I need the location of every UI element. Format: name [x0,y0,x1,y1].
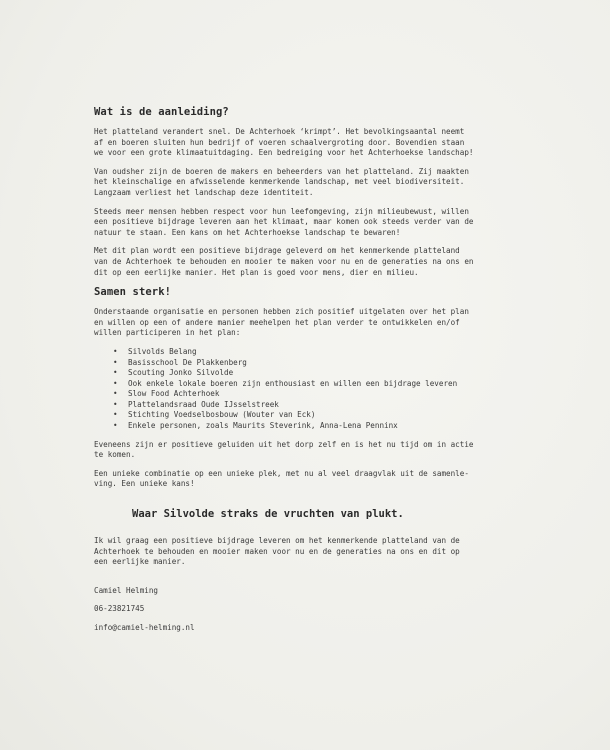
paragraph: Van oudsher zijn de boeren de makers en beheerders van het platteland. Zij maakten het kleinschalige en afwisselende kenmerkende landschap, met veel biodiversiteit. Langzaam verliest het landschap deze identiteit. [94,166,469,197]
list-item: • Silvolds Belang [113,346,197,356]
list-item: • Scouting Jonko Silvolde [113,368,234,378]
closing-paragraph: Ik wil graag een positieve bijdrage leveren om het kenmerkende platteland van de Achterhoek te behouden en mooier maken voor nu en de generaties na ons en dit op een eerlijke manier. [94,536,460,567]
bullet-icon: • [113,378,118,388]
contact-name: Camiel Helming [94,585,159,595]
bullet-icon: • [113,410,118,420]
paragraph: Eveneens zijn er positieve geluiden uit het dorp zelf en is het nu tijd om in actie te komen. [94,439,474,460]
section-aanleiding [94,106,524,278]
section-samen-sterk [94,286,524,490]
paragraph: Onderstaande organisatie en personen hebben zich positief uitgelaten over het plan en willen op een of andere manier meehelpen het plan verder te ontwikkelen en/of willen participeren in het plan: [94,307,469,338]
list-item: • Plattelandsraad Oude IJsselstreek [113,399,279,409]
bullet-icon: • [113,389,118,399]
bullet-icon: • [113,357,118,367]
paragraph: Steeds meer mensen hebben respect voor hun leefomgeving, zijn milieubewust, willen een positieve bijdrage leveren aan het klimaat, maar komen ook steeds verder van de natuur te staan. Een kans om het Achterhoekse landschap te bewaren! [94,206,474,237]
list-item: • Enkele personen, zoals Maurits Steverink, Anna-Lena Penninx [113,421,398,431]
contact-email: info@camiel-helming.nl [94,623,195,632]
list-item: • Slow Food Achterhoek [113,389,220,399]
bullet-icon: • [113,368,118,378]
contact-phone: 06-23821745 [94,604,145,614]
bullet-icon: • [113,346,118,356]
paragraph: Een unieke combinatie op een unieke plek, met nu al veel draagvlak uit de samenle- ving. Een unieke kans! [94,468,469,489]
contact-block [94,586,524,634]
document-content [94,106,524,642]
section-heading: Wat is de aanleiding? [94,106,229,118]
list-item: • Ook enkele lokale boeren zijn enthousiast en willen een bijdrage leveren [113,378,458,388]
supporters-list [94,347,524,432]
bullet-icon: • [113,421,118,431]
list-item: • Basisschool De Plakkenberg [113,357,247,367]
paragraph: Met dit plan wordt een positieve bijdrage geleverd om het kenmerkende platteland van de Achterhoek te behouden en mooier te maken voor nu en de generaties na ons en dit op een eerlijke manier. Het plan is goed voor mens, dier en milieu. [94,246,474,277]
bullet-icon: • [113,399,118,409]
list-item: • Stichting Voedselbosbouw (Wouter van Eck) [113,410,316,420]
paragraph: Het platteland verandert snel. De Achterhoek ‘krimpt’. Het bevolkingsaantal neemt af en boeren sluiten hun bedrijf of voeren schaalvergroting door. Bovendien staan we voor een grote klimaatuitdaging. Een bedreiging voor het Achterhoekse landschap! [94,127,474,158]
slogan: Waar Silvolde straks de vruchten van plukt. [132,508,404,521]
section-heading: Samen sterk! [94,286,172,299]
